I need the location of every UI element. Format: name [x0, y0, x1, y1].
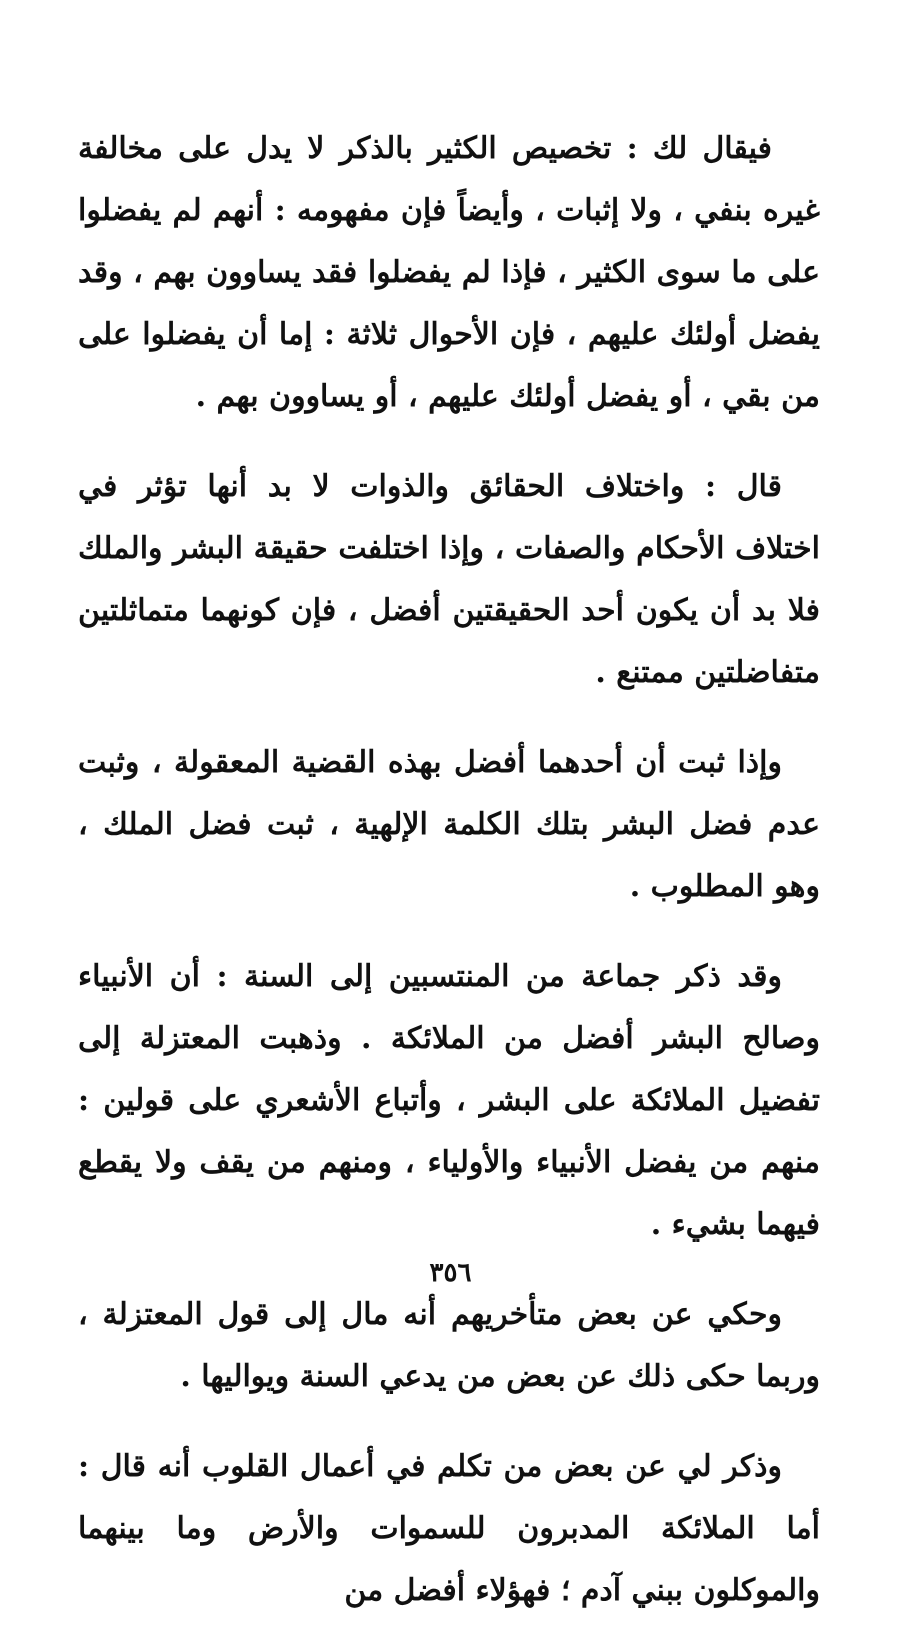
paragraph-5: وحكي عن بعض متأخريهم أنه مال إلى قول المعتزلة ، وربما حكى ذلك عن بعض من يدعي السنة ويواليها . [78, 1297, 820, 1394]
paragraph-4: وقد ذكر جماعة من المنتسبين إلى السنة : أن الأنبياء وصالح البشر أفضل من الملائكة . وذهبت المعتزلة إلى تفضيل الملائكة على البشر ، وأتباع الأشعري على قولين : منهم من يفضل الأنبياء والأولياء ، ومنهم من يقف ولا يقطع فيهما بشيء . [78, 959, 820, 1242]
paragraph-6: وذكر لي عن بعض من تكلم في أعمال القلوب أنه قال : أما الملائكة المدبرون للسموات والأرض وما بينهما والموكلون ببني آدم ؛ فهؤلاء أفضل من [78, 1449, 820, 1608]
page-number: ٣٥٦ [429, 1258, 472, 1288]
body-text [78, 118, 820, 1650]
paragraph-2: قال : واختلاف الحقائق والذوات لا بد أنها تؤثر في اختلاف الأحكام والصفات ، وإذا اختلفت حقيقة البشر والملك فلا بد أن يكون أحد الحقيقتين أفضل ، فإن كونهما متماثلتين متفاضلتين ممتنع . [78, 469, 820, 690]
paragraph-3: وإذا ثبت أن أحدهما أفضل بهذه القضية المعقولة ، وثبت عدم فضل البشر بتلك الكلمة الإلهية ، ثبت فضل الملك ، وهو المطلوب . [78, 745, 820, 904]
paragraph-1: فيقال لك : تخصيص الكثير بالذكر لا يدل على مخالفة غيره بنفي ، ولا إثبات ، وأيضاً فإن مفهومه : أنهم لم يفضلوا على ما سوى الكثير ، فإذا لم يفضلوا فقد يساوون بهم ، وقد يفضل أولئك عليهم ، فإن الأحوال ثلاثة : إما أن يفضلوا على من بقي ، أو يفضل أولئك عليهم ، أو يساوون بهم . [78, 131, 820, 414]
